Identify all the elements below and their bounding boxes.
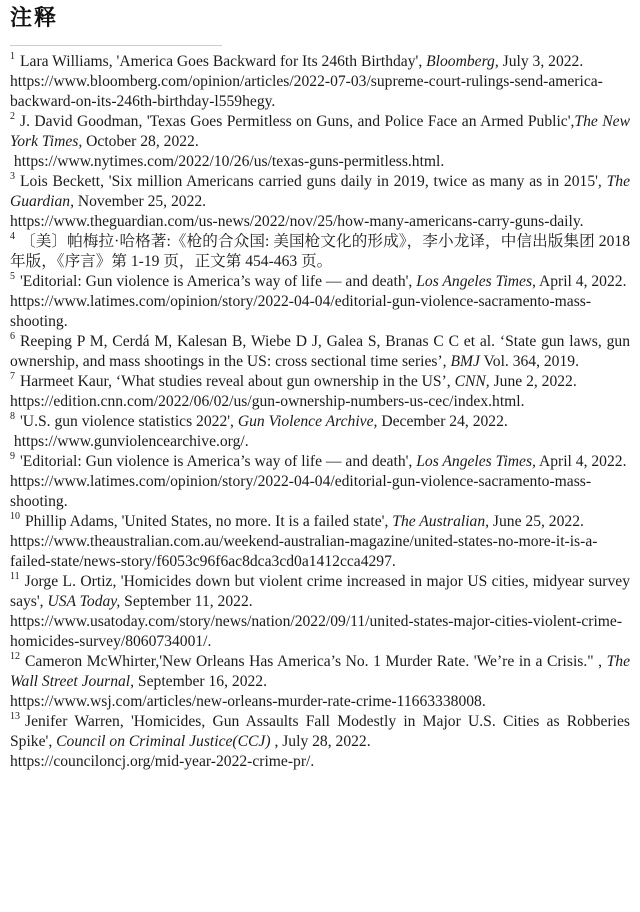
- note-text: https://edition.cnn.com/2022/06/02/us/gun-ownership-numbers-us-cec/index.html.: [10, 392, 525, 410]
- note-item-6: [10, 332, 630, 372]
- note-text: 'Editorial: Gun violence is America’s way of life — and death',: [20, 272, 417, 290]
- note-number: 13: [10, 711, 20, 723]
- page-title: 注释: [10, 5, 59, 30]
- note-text: April 4, 2022.: [535, 272, 627, 290]
- note-text: November 25, 2022.: [73, 192, 207, 210]
- note-text: September 16, 2022.: [134, 672, 267, 690]
- note-number: 1: [10, 51, 15, 63]
- note-number: 6: [10, 331, 15, 343]
- note-item-10: [10, 512, 630, 572]
- note-text: https://www.bloomberg.com/opinion/articles/2022-07-03/supreme-court-rulings-send-america-backward-on-its-246th-birthday-l559hegy.: [10, 72, 603, 110]
- note-text: Vol. 364, 2019.: [479, 352, 579, 370]
- note-text: https://www.wsj.com/articles/new-orleans-murder-rate-crime-11663338008.: [10, 692, 486, 710]
- note-text: https://www.gunviolencearchive.org/.: [10, 432, 249, 450]
- publication-name: The New York Times,: [10, 112, 630, 150]
- note-text: Jenifer Warren, 'Homicides, Gun Assaults Fall Modestly in Major U.S. Cities as Robberies Spike',: [10, 712, 630, 750]
- note-text: June 2, 2022.: [489, 372, 577, 390]
- note-text: https://www.theguardian.com/us-news/2022/nov/25/how-many-americans-carry-guns-daily.: [10, 212, 584, 230]
- note-text: December 24, 2022.: [377, 412, 508, 430]
- publication-name: Bloomberg,: [426, 52, 499, 70]
- note-text: 'Editorial: Gun violence is America’s way of life — and death',: [20, 452, 417, 470]
- publication-name: CNN,: [454, 372, 490, 390]
- note-text: Phillip Adams, 'United States, no more. It is a failed state',: [25, 512, 393, 530]
- note-text: April 4, 2022.: [535, 452, 627, 470]
- publication-name: BMJ: [450, 352, 480, 370]
- note-item-7: [10, 372, 630, 412]
- note-text: , July 28, 2022.: [270, 732, 371, 750]
- note-item-8: [10, 412, 630, 452]
- note-text: Reeping P M, Cerdá M, Kalesan B, Wiebe D J, Galea S, Branas C C et al. ‘State gun laws, gun ownership, and mass shootings in the US: cross sectional time series’,: [10, 332, 630, 370]
- note-text: https://www.latimes.com/opinion/story/2022-04-04/editorial-gun-violence-sacramento-mass-shooting.: [10, 292, 592, 330]
- note-item-11: [10, 572, 630, 652]
- note-text: https://www.latimes.com/opinion/story/2022-04-04/editorial-gun-violence-sacramento-mass-shooting.: [10, 472, 592, 510]
- publication-name: The Australian,: [392, 512, 490, 530]
- title-divider: [10, 45, 222, 46]
- note-number: 2: [10, 111, 15, 123]
- note-text: Lara Williams, 'America Goes Backward for Its 246th Birthday',: [20, 52, 427, 70]
- note-number: 7: [10, 371, 15, 383]
- note-number: 5: [10, 271, 15, 283]
- note-item-5: [10, 272, 630, 332]
- note-text: https://www.nytimes.com/2022/10/26/us/texas-guns-permitless.html.: [10, 152, 445, 170]
- note-item-2: [10, 112, 630, 172]
- note-text: 'U.S. gun violence statistics 2022',: [20, 412, 238, 430]
- note-number: 3: [10, 171, 15, 183]
- note-item-13: [10, 712, 630, 772]
- note-text: Lois Beckett, 'Six million Americans carried guns daily in 2019, twice as many as in 2015',: [20, 172, 607, 190]
- note-number: 4: [10, 231, 15, 243]
- note-item-1: [10, 52, 630, 112]
- notes-list: [10, 52, 630, 772]
- note-text: https://www.usatoday.com/story/news/nation/2022/09/11/united-states-major-cities-violent-crime-homicides-survey/8060734001/.: [10, 612, 623, 650]
- note-text: October 28, 2022.: [82, 132, 199, 150]
- publication-name: Los Angeles Times,: [416, 272, 536, 290]
- note-text: Harmeet Kaur, ‘What studies reveal about gun ownership in the US’,: [20, 372, 455, 390]
- note-text: September 11, 2022.: [120, 592, 253, 610]
- note-text: July 3, 2022.: [498, 52, 584, 70]
- publication-name: USA Today,: [47, 592, 121, 610]
- note-text: Jorge L. Ortiz, 'Homicides down but violent crime increased in major US cities, midyear survey says',: [10, 572, 630, 610]
- note-item-4: [10, 232, 630, 272]
- note-number: 9: [10, 451, 15, 463]
- note-text: J. David Goodman, 'Texas Goes Permitless on Guns, and Police Face an Armed Public',: [20, 112, 575, 130]
- publication-name: The Wall Street Journal,: [10, 652, 630, 690]
- publication-name: Gun Violence Archive,: [237, 412, 378, 430]
- note-number: 8: [10, 411, 15, 423]
- publication-name: Council on Criminal Justice(CCJ): [56, 732, 271, 750]
- note-text: June 25, 2022.: [489, 512, 584, 530]
- publication-name: The Guardian,: [10, 172, 630, 210]
- note-number: 12: [10, 651, 20, 663]
- note-text: Cameron McWhirter,'New Orleans Has America’s No. 1 Murder Rate. 'We’re in a Crisis." ,: [25, 652, 607, 670]
- note-text: 〔美〕帕梅拉·哈格著:《枪的合众国: 美国枪文化的形成》，李小龙译，中信出版集团 2018 年版，《序言》第 1-19 页，正文第 454-463 页。: [10, 232, 630, 270]
- note-item-3: [10, 172, 630, 232]
- note-number: 10: [10, 511, 20, 523]
- note-number: 11: [10, 571, 20, 583]
- note-item-9: [10, 452, 630, 512]
- note-item-12: [10, 652, 630, 712]
- note-text: https://counciloncj.org/mid-year-2022-crime-pr/.: [10, 752, 315, 770]
- publication-name: Los Angeles Times,: [416, 452, 536, 470]
- note-text: https://www.theaustralian.com.au/weekend-australian-magazine/united-states-no-more-it-is-a-failed-state/news-story/f6053c96f6ac8dca3cd0a1412cca4297.: [10, 532, 598, 570]
